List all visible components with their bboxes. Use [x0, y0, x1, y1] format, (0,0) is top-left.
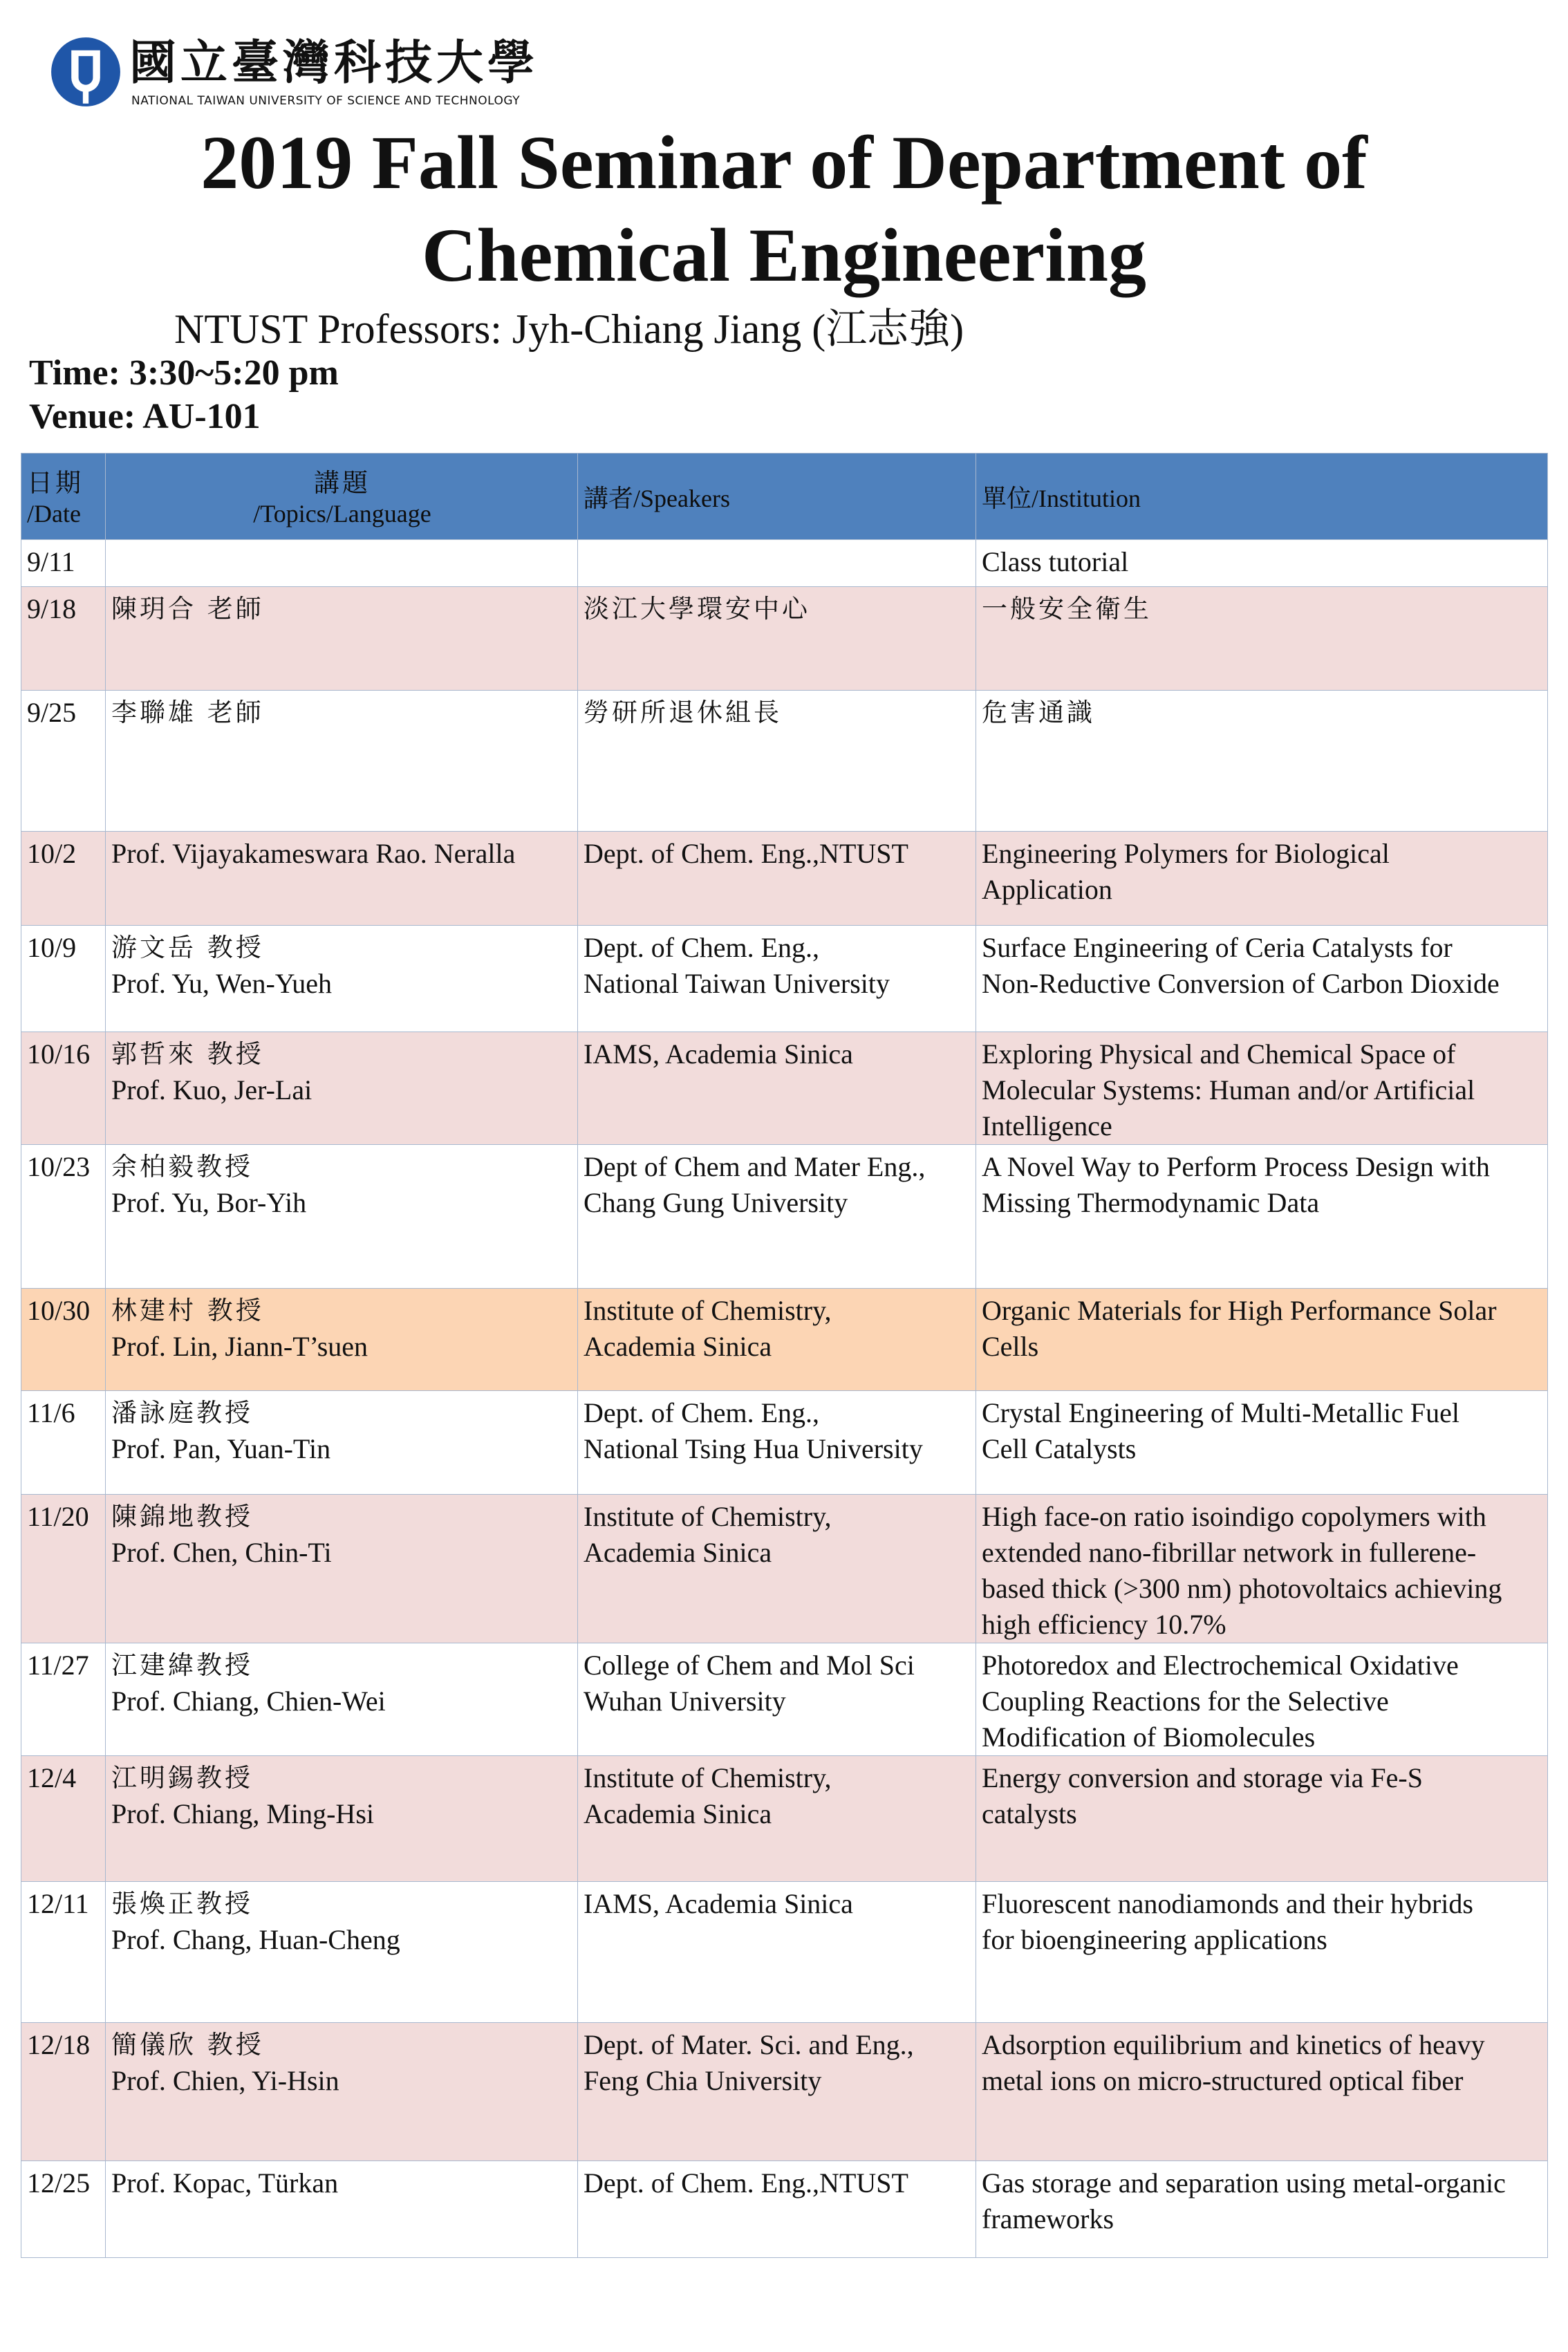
university-logo — [50, 36, 539, 112]
cell-topic-line: Exploring Physical and Chemical Space of — [982, 1038, 1456, 1070]
cell-date: 12/11 — [21, 1882, 106, 2023]
cell-affiliation — [578, 1495, 976, 1643]
table-row — [21, 1145, 1548, 1289]
table-row — [21, 1882, 1548, 2023]
cell-topic-line: Energy conversion and storage via Fe-S — [982, 1762, 1423, 1793]
table-row — [21, 1495, 1548, 1643]
table-row — [21, 1643, 1548, 1756]
cell-affiliation-line: Dept. of Chem. Eng., — [584, 1397, 820, 1428]
table-row — [21, 832, 1548, 926]
cell-topic-line: High face-on ratio isoindigo copolymers with — [982, 1501, 1486, 1532]
cell-affiliation-line: 勞研所退休組長 — [584, 698, 782, 727]
cell-date: 12/25 — [21, 2161, 106, 2258]
cell-affiliation-line: Dept. of Chem. Eng., — [584, 932, 820, 963]
cell-speaker — [106, 2161, 578, 2258]
cell-topic — [976, 1756, 1548, 1882]
cell-speaker — [106, 1289, 578, 1391]
cell-speaker-line: 張煥正教授 — [111, 1889, 253, 1919]
cell-topic — [976, 1391, 1548, 1495]
cell-topic-line: Gas storage and separation using metal-organic — [982, 2167, 1506, 2199]
cell-speaker — [106, 832, 578, 926]
cell-affiliation-line: Dept. of Mater. Sci. and Eng., — [584, 2029, 914, 2060]
cell-topic-line: based thick (>300 nm) photovoltaics achieving — [982, 1573, 1502, 1604]
cell-affiliation-line: Academia Sinica — [584, 1537, 772, 1568]
cell-speaker — [106, 587, 578, 691]
table-header-row — [21, 454, 1548, 540]
cell-topic — [976, 1145, 1548, 1289]
cell-speaker-line: 江明錫教授 — [111, 1763, 253, 1793]
cell-affiliation — [578, 1391, 976, 1495]
cell-speaker-line: 余柏毅教授 — [111, 1152, 253, 1182]
cell-affiliation-line: College of Chem and Mol Sci — [584, 1650, 915, 1681]
cell-speaker-line: 潘詠庭教授 — [111, 1398, 253, 1428]
cell-topic-line: Adsorption equilibrium and kinetics of heavy — [982, 2029, 1485, 2060]
cell-affiliation — [578, 1643, 976, 1756]
cell-date: 11/6 — [21, 1391, 106, 1495]
cell-speaker — [106, 1032, 578, 1145]
cell-speaker-line: 陳玥合 老師 — [111, 594, 264, 624]
cell-topic-line: metal ions on micro-structured optical fiber — [982, 2065, 1464, 2096]
cell-affiliation-line: Wuhan University — [584, 1686, 786, 1717]
schedule-body — [21, 540, 1548, 2258]
cell-date: 9/11 — [21, 540, 106, 587]
cell-affiliation-line: Academia Sinica — [584, 1331, 772, 1362]
cell-topic-line: Non-Reductive Conversion of Carbon Dioxide — [982, 968, 1500, 999]
cell-topic — [976, 587, 1548, 691]
cell-topic-line: extended nano-fibrillar network in fullerene- — [982, 1537, 1477, 1568]
cell-topic-line: 一般安全衛生 — [982, 594, 1152, 624]
cell-affiliation-line: IAMS, Academia Sinica — [584, 1888, 853, 1919]
cell-topic — [976, 1495, 1548, 1643]
cell-affiliation-line: Academia Sinica — [584, 1798, 772, 1829]
cell-date: 10/23 — [21, 1145, 106, 1289]
cell-topic — [976, 691, 1548, 832]
cell-date: 11/27 — [21, 1643, 106, 1756]
cell-topic-line: for bioengineering applications — [982, 1924, 1327, 1955]
header-speakers: 講者/Speakers — [578, 454, 976, 540]
cell-affiliation — [578, 1145, 976, 1289]
header-institution: 單位/Institution — [976, 454, 1548, 540]
cell-topic — [976, 926, 1548, 1032]
logo-english-name: NATIONAL TAIWAN UNIVERSITY OF SCIENCE AND TECHNOLOGY — [131, 94, 521, 108]
cell-speaker-line: 林建村 教授 — [111, 1296, 264, 1325]
cell-affiliation-line: IAMS, Academia Sinica — [584, 1038, 853, 1070]
cell-date: 9/25 — [21, 691, 106, 832]
title-line-2: Chemical Engineering — [421, 213, 1146, 297]
cell-topic-line: Cells — [982, 1331, 1039, 1362]
cell-topic — [976, 1643, 1548, 1756]
cell-topic-line: Organic Materials for High Performance Solar — [982, 1295, 1497, 1326]
ntust-emblem-icon — [50, 36, 122, 108]
cell-speaker — [106, 540, 578, 587]
seminar-venue: Venue: AU-101 — [29, 397, 261, 436]
cell-topic — [976, 2023, 1548, 2161]
table-row — [21, 691, 1548, 832]
cell-topic — [976, 1032, 1548, 1145]
cell-affiliation — [578, 1882, 976, 2023]
cell-speaker — [106, 691, 578, 832]
cell-affiliation-line: 淡江大學環安中心 — [584, 594, 810, 624]
cell-topic — [976, 832, 1548, 926]
cell-topic — [976, 1289, 1548, 1391]
cell-topic-line: catalysts — [982, 1798, 1077, 1829]
table-row — [21, 540, 1548, 587]
cell-affiliation-line: Dept of Chem and Mater Eng., — [584, 1151, 926, 1182]
table-row — [21, 1289, 1548, 1391]
cell-affiliation — [578, 691, 976, 832]
cell-affiliation — [578, 926, 976, 1032]
cell-speaker — [106, 926, 578, 1032]
cell-affiliation — [578, 832, 976, 926]
cell-topic-line: A Novel Way to Perform Process Design with — [982, 1151, 1490, 1182]
table-row — [21, 2023, 1548, 2161]
cell-speaker — [106, 1643, 578, 1756]
table-row — [21, 1756, 1548, 1882]
cell-topic-line: Coupling Reactions for the Selective — [982, 1686, 1389, 1717]
cell-topic-line: Surface Engineering of Ceria Catalysts for — [982, 932, 1453, 963]
cell-affiliation — [578, 1756, 976, 1882]
table-row — [21, 1391, 1548, 1495]
subtitle-professors: NTUST Professors: Jyh-Chiang Jiang (江志強) — [174, 306, 964, 352]
cell-topic-line: Photoredox and Electrochemical Oxidative — [982, 1650, 1459, 1681]
header-topic: 講題 /Topics/Language — [106, 454, 578, 540]
cell-speaker-line: 李聯雄 老師 — [111, 698, 264, 727]
title-line-1: 2019 Fall Seminar of Department of — [200, 120, 1368, 205]
cell-topic-line: Class tutorial — [982, 546, 1129, 577]
cell-speaker-line: Prof. Chen, Chin-Ti — [111, 1537, 332, 1568]
cell-date: 12/18 — [21, 2023, 106, 2161]
cell-speaker-line: 游文岳 教授 — [111, 933, 264, 962]
cell-speaker-line: 郭哲來 教授 — [111, 1039, 264, 1069]
cell-topic-line: frameworks — [982, 2203, 1114, 2234]
cell-topic-line: Missing Thermodynamic Data — [982, 1187, 1320, 1218]
cell-speaker-line: Prof. Chiang, Chien-Wei — [111, 1686, 386, 1717]
cell-speaker-line: Prof. Yu, Wen-Yueh — [111, 968, 332, 999]
cell-speaker-line: 陳錦地教授 — [111, 1502, 253, 1531]
cell-speaker-line: Prof. Yu, Bor-Yih — [111, 1187, 307, 1218]
cell-affiliation-line: Feng Chia University — [584, 2065, 822, 2096]
cell-topic-line: Application — [982, 874, 1112, 905]
cell-date: 10/9 — [21, 926, 106, 1032]
cell-date: 12/4 — [21, 1756, 106, 1882]
table-row — [21, 926, 1548, 1032]
cell-topic-line: Cell Catalysts — [982, 1433, 1137, 1464]
cell-topic-line: high efficiency 10.7% — [982, 1609, 1226, 1640]
table-row — [21, 2161, 1548, 2258]
cell-speaker — [106, 2023, 578, 2161]
seminar-time: Time: 3:30~5:20 pm — [29, 353, 339, 393]
cell-affiliation — [578, 540, 976, 587]
cell-speaker — [106, 1882, 578, 2023]
cell-topic-line: 危害通識 — [982, 698, 1095, 727]
cell-topic-line: Engineering Polymers for Biological — [982, 838, 1390, 869]
cell-date: 10/30 — [21, 1289, 106, 1391]
page-title — [0, 116, 1568, 301]
cell-speaker-line: Prof. Kopac, Türkan — [111, 2167, 339, 2199]
cell-topic-line: Fluorescent nanodiamonds and their hybrids — [982, 1888, 1473, 1919]
cell-speaker-line: Prof. Vijayakameswara Rao. Neralla — [111, 838, 516, 869]
header-date: 日期 /Date — [21, 454, 106, 540]
cell-speaker-line: Prof. Chiang, Ming-Hsi — [111, 1798, 374, 1829]
logo-chinese-name: 國立臺灣科技大學 — [129, 36, 539, 91]
cell-topic — [976, 1882, 1548, 2023]
cell-speaker — [106, 1756, 578, 1882]
cell-date: 9/18 — [21, 587, 106, 691]
cell-affiliation-line: Dept. of Chem. Eng.,NTUST — [584, 2167, 908, 2199]
cell-date: 10/2 — [21, 832, 106, 926]
cell-affiliation-line: Dept. of Chem. Eng.,NTUST — [584, 838, 908, 869]
cell-affiliation-line: Institute of Chemistry, — [584, 1295, 832, 1326]
cell-affiliation — [578, 2023, 976, 2161]
cell-affiliation-line: Institute of Chemistry, — [584, 1501, 832, 1532]
cell-speaker-line: Prof. Pan, Yuan-Tin — [111, 1433, 331, 1464]
cell-topic — [976, 540, 1548, 587]
cell-affiliation — [578, 1289, 976, 1391]
cell-affiliation — [578, 1032, 976, 1145]
table-row — [21, 1032, 1548, 1145]
cell-speaker — [106, 1391, 578, 1495]
cell-speaker-line: 江建緯教授 — [111, 1650, 253, 1680]
cell-affiliation-line: Chang Gung University — [584, 1187, 848, 1218]
cell-speaker-line: Prof. Chien, Yi-Hsin — [111, 2065, 339, 2096]
cell-date: 10/16 — [21, 1032, 106, 1145]
cell-speaker — [106, 1495, 578, 1643]
cell-affiliation-line: Institute of Chemistry, — [584, 1762, 832, 1793]
cell-speaker-line: Prof. Lin, Jiann-T’suen — [111, 1331, 368, 1362]
cell-topic — [976, 2161, 1548, 2258]
cell-speaker-line: Prof. Kuo, Jer-Lai — [111, 1074, 312, 1105]
cell-affiliation-line: National Taiwan University — [584, 968, 890, 999]
cell-topic-line: Crystal Engineering of Multi-Metallic Fuel — [982, 1397, 1459, 1428]
cell-speaker-line: 簡儀欣 教授 — [111, 2030, 264, 2060]
cell-date: 11/20 — [21, 1495, 106, 1643]
cell-topic-line: Intelligence — [982, 1110, 1112, 1141]
cell-affiliation-line: National Tsing Hua University — [584, 1433, 923, 1464]
cell-speaker-line: Prof. Chang, Huan-Cheng — [111, 1924, 400, 1955]
cell-affiliation — [578, 2161, 976, 2258]
cell-speaker — [106, 1145, 578, 1289]
cell-affiliation — [578, 587, 976, 691]
cell-topic-line: Molecular Systems: Human and/or Artificial — [982, 1074, 1475, 1105]
table-row — [21, 587, 1548, 691]
cell-topic-line: Modification of Biomolecules — [982, 1721, 1316, 1753]
schedule-table — [21, 453, 1548, 2258]
